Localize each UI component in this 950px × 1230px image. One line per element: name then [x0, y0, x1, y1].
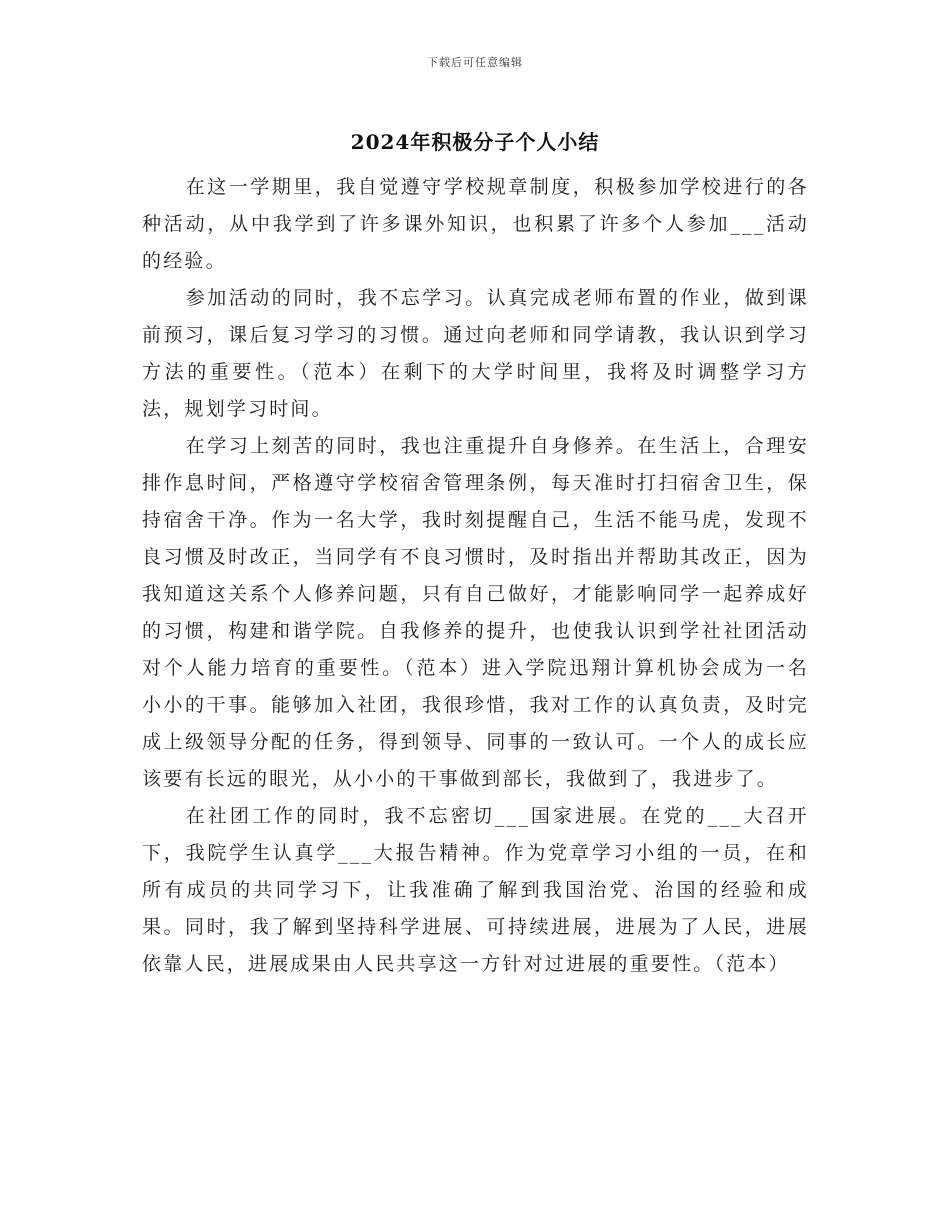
paragraph: 参加活动的同时，我不忘学习。认真完成老师布置的作业，做到课前预习，课后复习学习的习惯。通过向老师和同学请教，我认识到学习方法的重要性。（范本）在剩下的大学时间里，我将及时调整学习方法，规划学习时间。 — [142, 287, 809, 420]
document-title: 2024年积极分子个人小结 — [350, 130, 600, 154]
paragraph: 在这一学期里，我自觉遵守学校规章制度，积极参加学校进行的各种活动，从中我学到了许多课外知识，也积累了许多个人参加___活动的经验。 — [142, 176, 809, 272]
document-body — [142, 169, 809, 983]
paragraph: 在学习上刻苦的同时，我也注重提升自身修养。在生活上，合理安排作息时间，严格遵守学校宿舍管理条例，每天准时打扫宿舍卫生，保持宿舍干净。作为一名大学，我时刻提醒自己，生活不能马虎，发现不良习惯及时改正，当同学有不良习惯时，及时指出并帮助其改正，因为我知道这关系个人修养问题，只有自己做好，才能影响同学一起养成好的习惯，构建和谐学院。自我修养的提升，也使我认识到学社社团活动对个人能力培育的重要性。（范本）进入学院迅翔计算机协会成为一名小小的干事。能够加入社团，我很珍惜，我对工作的认真负责，及时完成上级领导分配的任务，得到领导、同事的一致认可。一个人的成长应该要有长远的眼光，从小小的干事做到部长，我做到了，我进步了。 — [142, 435, 809, 790]
paragraph: 在社团工作的同时，我不忘密切___国家进展。在党的___大召开下，我院学生认真学___大报告精神。作为党章学习小组的一员，在和所有成员的共同学习下，让我准确了解到我国治党、治国的经验和成果。同时，我了解到坚持科学进展、可持续进展，进展为了人民，进展依靠人民，进展成果由人民共享这一方针对过进展的重要性。（范本） — [142, 805, 809, 975]
header-note: 下载后可任意编辑 — [427, 56, 523, 69]
